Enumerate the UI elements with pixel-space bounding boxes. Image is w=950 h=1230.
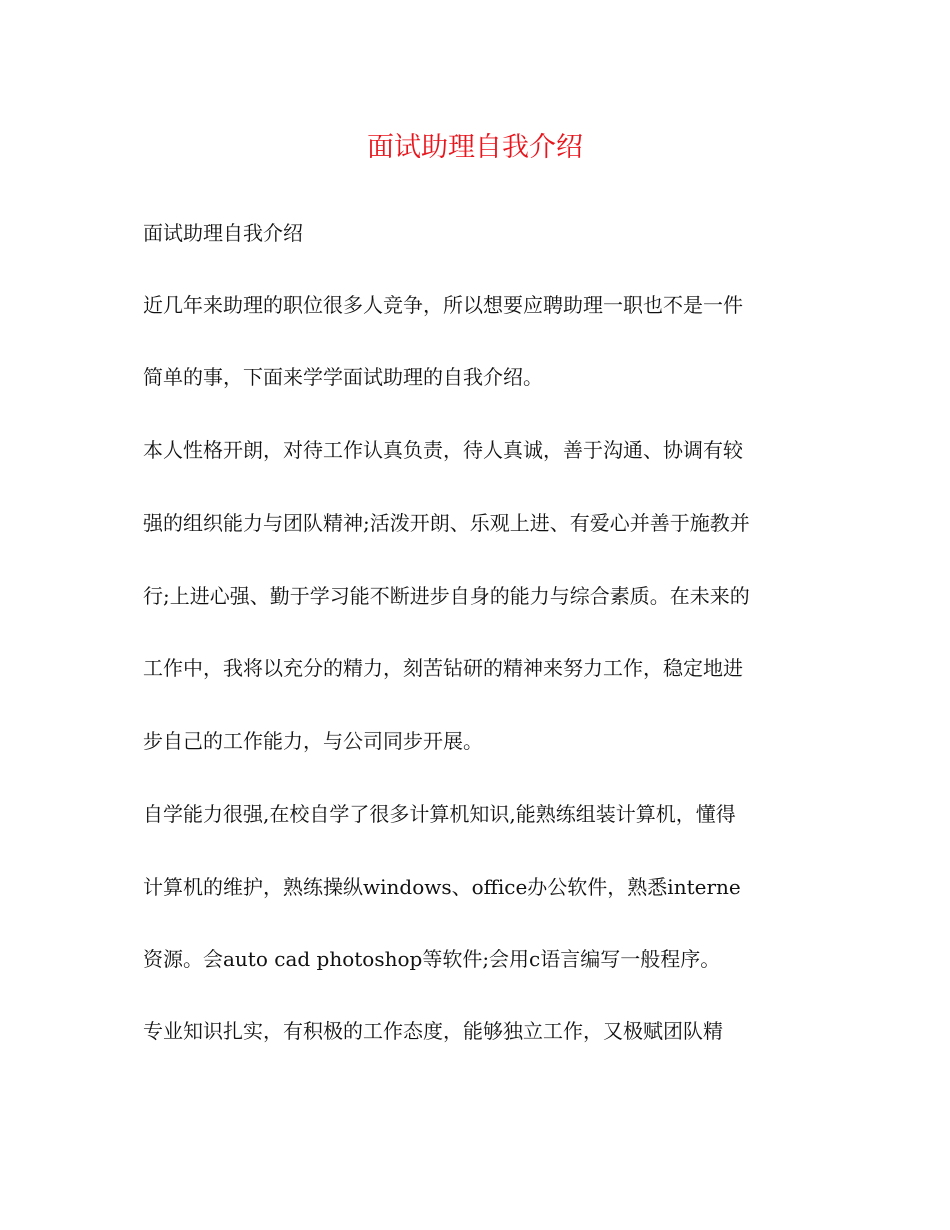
document-title: 面试助理自我介绍 [367,132,583,163]
document-line: 强的组织能力与团队精神;活泼开朗、乐观上进、有爱心并善于施教并 [143,511,750,535]
document-line: 自学能力很强,在校自学了很多计算机知识,能熟练组装计算机，懂得 [143,802,736,826]
document-line: 工作中，我将以充分的精力，刻苦钻研的精神来努力工作，稳定地进 [143,656,743,680]
document-line: 行;上进心强、勤于学习能不断进步自身的能力与综合素质。在未来的 [143,584,750,608]
document-line: 近几年来助理的职位很多人竞争，所以想要应聘助理一职也不是一件 [143,293,743,317]
document-line: 步自己的工作能力，与公司同步开展。 [143,729,483,753]
document-line: 计算机的维护，熟练操纵windows、office办公软件，熟悉interne [143,875,741,899]
document-line: 简单的事，下面来学学面试助理的自我介绍。 [143,365,543,389]
document-line: 面试助理自我介绍 [143,221,303,245]
document-line: 本人性格开朗，对待工作认真负责，待人真诚，善于沟通、协调有较 [143,438,743,462]
document-line: 专业知识扎实，有积极的工作态度，能够独立工作，又极赋团队精 [143,1019,723,1043]
document-line: 资源。会auto cad photoshop等软件;会用c语言编写一般程序。 [143,947,721,971]
